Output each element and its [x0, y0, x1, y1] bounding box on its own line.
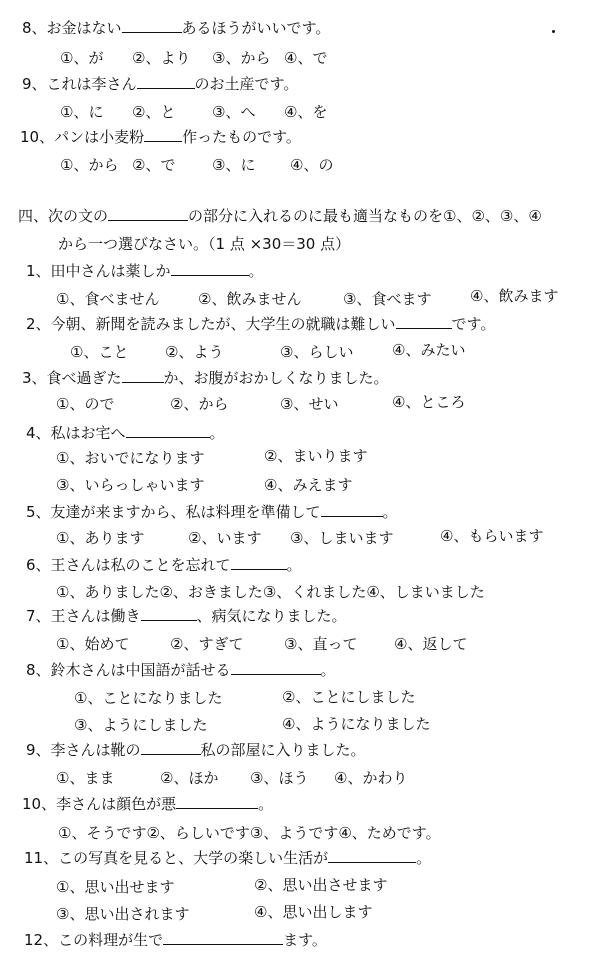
option: ②、まいります	[264, 447, 368, 465]
option: ①、食べません	[56, 290, 160, 308]
sentence-6: 6、王さんは私のことを忘れて 。	[26, 556, 302, 574]
option: ①、ので	[56, 395, 115, 413]
option: ①、から	[60, 156, 119, 174]
question-9: 9、これは李さん のお土産です。	[22, 75, 299, 93]
sentence-1: 1、田中さんは薬しか 。	[26, 262, 264, 280]
option: ②、から	[170, 395, 229, 413]
option: ③、思い出されます	[56, 905, 190, 923]
option: ③、食べます	[343, 290, 432, 308]
option: ②、ほか	[160, 769, 219, 787]
option: ②、います	[188, 529, 262, 547]
answer-blank	[171, 261, 249, 276]
option: ②、飲みません	[198, 290, 302, 308]
option: ④、かわり	[334, 769, 408, 787]
option: ④、もらいます	[440, 527, 544, 545]
sentence-5: 5、友達が来ますから、私は料理を準備して 。	[26, 503, 398, 521]
option: ④、みえます	[264, 476, 353, 494]
answer-blank	[141, 606, 197, 621]
option: ②、より	[132, 49, 191, 67]
option: ①、が	[60, 49, 104, 67]
option: ①、思い出せます	[56, 878, 175, 896]
option: ②、よう	[165, 343, 224, 361]
answer-blank	[137, 74, 195, 89]
option: ①、おいでになります	[56, 449, 205, 467]
answer-blank	[126, 423, 210, 438]
option: ②、と	[132, 103, 176, 121]
sentence-9: 9、李さんは靴の 私の部屋に入りました。	[26, 741, 366, 759]
option: ①、こと	[70, 343, 129, 361]
option: ②、ことにしました	[282, 688, 416, 706]
answer-blank	[321, 502, 383, 517]
answer-blank	[122, 368, 164, 383]
option: ④、飲みます	[470, 287, 559, 305]
option: ③、しまいます	[290, 529, 394, 547]
option: ④、返して	[394, 635, 468, 653]
option: ③、らしい	[280, 343, 354, 361]
option: ②、すぎて	[170, 635, 244, 653]
option: ①、に	[60, 103, 104, 121]
option: ③、いらっしゃいます	[56, 476, 205, 494]
option: ④、ところ	[392, 393, 466, 411]
options-line: ①、ありました②、おきました③、くれました④、しまいました	[56, 583, 485, 601]
section-4-instructions: 四、次の文の の部分に入れるのに最も適当なものを①、②、③、④	[18, 207, 542, 225]
stray-dot	[552, 30, 555, 33]
sentence-12: 12、この料理が生で ます。	[24, 931, 327, 949]
sentence-10: 10、李さんは顔色が悪 。	[22, 795, 274, 813]
answer-blank	[141, 740, 201, 755]
option: ①、ことになりました	[74, 689, 223, 707]
option: ③、直って	[284, 635, 358, 653]
option: ③、から	[212, 49, 271, 67]
options-line: ①、そうです②、らしいです③、ようです④、ためです。	[58, 824, 441, 842]
answer-blank	[328, 848, 416, 863]
option: ④、を	[284, 103, 328, 121]
section-4-instructions-line2: から一つ選びなさい。（1 点 ×30＝30 点）	[58, 235, 351, 253]
option: ④、思い出します	[254, 903, 373, 921]
option: ③、ようにしました	[74, 716, 208, 734]
answer-blank	[122, 18, 182, 33]
option: ①、始めて	[56, 635, 130, 653]
option: ③、に	[212, 156, 256, 174]
question-10: 10、パンは小麦粉 作ったものです。	[20, 128, 301, 146]
sentence-11: 11、この写真を見ると、大学の楽しい生活が 。	[24, 849, 432, 867]
sentence-7: 7、王さんは働き 、病気になりました。	[26, 607, 347, 625]
sentence-4: 4、私はお宅へ 。	[26, 424, 225, 442]
answer-blank	[108, 206, 188, 221]
option: ①、まま	[56, 769, 115, 787]
option: ①、あります	[56, 529, 145, 547]
sentence-8: 8、鈴木さんは中国語が話せる 。	[26, 661, 336, 679]
answer-blank	[231, 555, 287, 570]
option: ④、ようになりました	[282, 715, 431, 733]
sentence-3: 3、食べ過ぎた か、お腹がおかしくなりました。	[22, 369, 389, 387]
sentence-2: 2、今朝、新聞を読みましたが、大学生の就職は難しい です。	[26, 315, 496, 333]
option: ④、みたい	[392, 341, 466, 359]
option: ②、思い出させます	[254, 876, 388, 894]
answer-blank	[144, 127, 182, 142]
option: ③、ほう	[250, 769, 309, 787]
option: ④、の	[290, 156, 334, 174]
answer-blank	[231, 660, 321, 675]
answer-blank	[163, 930, 283, 945]
option: ④、で	[284, 49, 328, 67]
option: ③、へ	[212, 103, 256, 121]
answer-blank	[176, 794, 258, 809]
answer-blank	[396, 314, 452, 329]
option: ③、せい	[280, 395, 339, 413]
question-8: 8、お金はない あるほうがいいです。	[22, 19, 331, 37]
option: ②、で	[132, 156, 176, 174]
